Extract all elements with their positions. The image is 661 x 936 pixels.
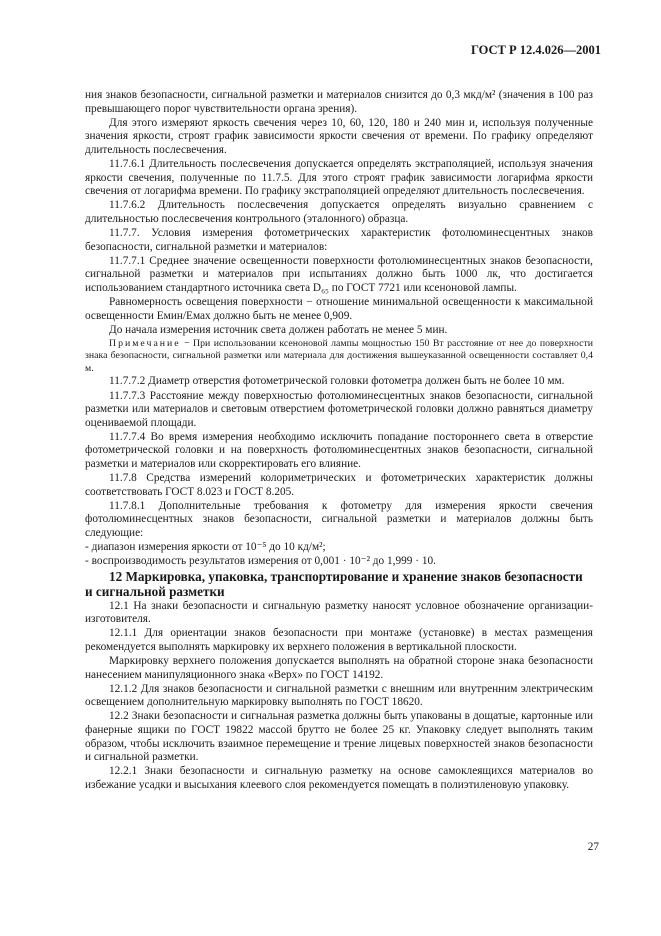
note-label: Примечание [109,337,181,349]
paragraph: До начала измерения источник света должен работать не менее 5 мин. [109,323,448,336]
paragraph: Для этого измеряют яркость свечения через 10, 60, 120, 180 и 240 мин и, используя полученные значения яркости, строят график зависимости яркости свечения от времени. По графику определяют длительность послесвечения. [85,116,593,156]
paragraph-12-1-2: 12.1.2 Для знаков безопасности и сигнальной разметки с внешним или внутренним электрическим освещением дополнительную маркировку выполнять по ГОСТ 18620. [85,682,593,709]
paragraph-12-2: 12.2 Знаки безопасности и сигнальная разметка должны быть упакованы в дощатые, картонные или фанерные ящики по ГОСТ 19822 массой брутто не более 25 кг. Упаковку следует выполнять таким образом, чтобы исключить взаимное перемещение и трение лицевых поверхностей знаков безопасности и сигнальной разметки. [85,710,593,764]
paragraph-12-2-1: 12.2.1 Знаки безопасности и сигнальную разметку на основе самоклеящихся материалов во избежание усадки и высыхания клеевого слоя рекомендуется помещать в полиэтиленовую упаковку. [85,765,593,791]
paragraph: Равномерность освещения поверхности − отношение минимальной освещенности к максимальной освещенности Eмин/Eмах должно быть не менее 0,909. [85,295,593,322]
paragraph-12-1-1: 12.1.1 Для ориентации знаков безопасности при монтаже (установке) в местах размещения рекомендуется выполнять маркировку их верхнего положения в вертикальной плоскости. [85,627,593,653]
paragraph-11-7-7-4: 11.7.7.4 Во время измерения необходимо исключить попадание постороннего света в отверстие фотометрической головки и на поверхность фотолюминесцентных знаков безопасности, сигнальной разметки и материалов или скорректировать его влияние. [85,430,593,470]
list-item: - диапазон измерения яркости от 10⁻⁵ до 10 кд/м²; [85,541,326,554]
paragraph-11-7-8: 11.7.8 Средства измерений колориметрических и фотометрических характеристик должны соответствовать ГОСТ 8.023 и ГОСТ 8.205. [85,472,593,498]
document-code-header: ГОСТ Р 12.4.026—2001 [470,43,601,57]
note [85,338,593,375]
list-item: - воспроизводимость результатов измерения от 0,001 · 10⁻² до 1,999 · 10. [85,555,436,568]
paragraph-continuation: ния знаков безопасности, сигнальной разметки и материалов снизится до 0,3 мкд/м² (значения в 100 раз превышающего порог чувствительности органа зрения). [85,89,593,115]
paragraph-11-7-7-1: 11.7.7.1 Среднее значение освещенности поверхности фотолюминесцентных знаков безопасности, сигнальной разметки и материалов при испытаниях должно быть 1000 лк, что достигается использованием стандартного источника света D₆₅ по ГОСТ 7721 или ксеноновой лампы. [85,254,593,294]
note-text: − При использовании ксеноновой лампы мощностью 150 Вт расстояние от нее до поверхности знака безопасности, сигнальной разметки или материала для достижения вышеуказанной освещенности составляет 0,4 м. [85,337,593,374]
paragraph-11-7-8-1: 11.7.8.1 Дополнительные требования к фотометру для измерения яркости свечения фотолюминесцентных знаков безопасности, сигнальной разметки и материалов должны быть следующие: [85,499,593,539]
paragraph: Маркировку верхнего положения допускается выполнять на обратной стороне знака безопасности нанесением манипуляционного знака «Верх» по ГОСТ 14192. [85,655,593,681]
paragraph-11-7-7-3: 11.7.7.3 Расстояние между поверхностью фотолюминесцентных знаков безопасности, сигнальной разметки или материалов и световым отверстием фотометрической головки должно равняться диаметру оцениваемой площади. [85,389,593,429]
paragraph-11-7-7-2: 11.7.7.2 Диаметр отверстия фотометрической головки фотометра должен быть не более 10 мм. [109,375,565,388]
paragraph-11-7-6-1: 11.7.6.1 Длительность послесвечения допускается определять экстраполяцией, используя значения яркости свечения, полученные по 11.7.5. Для этого строят график зависимости логарифма яркости свечения от логарифма времени. По графику экстраполяцией определяют длительность послесвечения. [85,157,593,198]
page-body [85,89,593,793]
paragraph-11-7-6-2: 11.7.6.2 Длительность послесвечения допускается определять визуально сравнением с длительностью послесвечения контрольного (эталонного) образца. [85,199,593,225]
paragraph-11-7-7: 11.7.7. Условия измерения фотометрических характеристик фотолюминесцентных знаков безопасности, сигнальной разметки и материалов: [85,226,593,253]
paragraph-12-1: 12.1 На знаки безопасности и сигнальную разметку наносят условное обозначение организации-изготовителя. [85,599,593,626]
section-heading: 12 Маркировка, упаковка, транспортирование и хранение знаков безопасности и сигнальной разметки [85,569,583,600]
page-number: 27 [587,841,599,853]
